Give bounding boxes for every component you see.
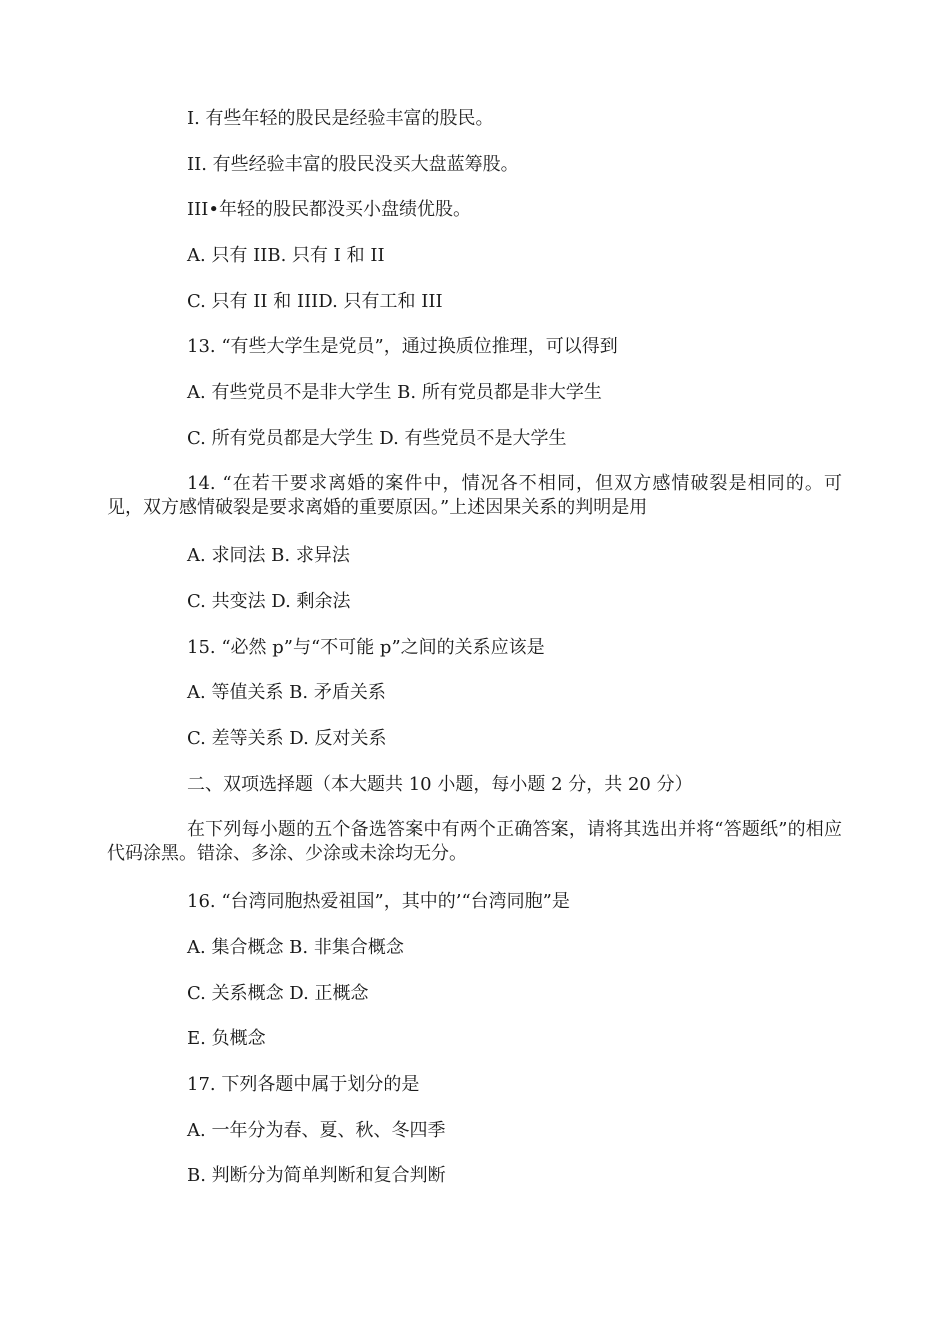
statement-ii: II. 有些经验丰富的股民没买大盘蓝筹股。 (187, 154, 519, 175)
question-16: 16. “台湾同胞热爱祖国”，其中的’“台湾同胞”是 (187, 891, 570, 912)
q14-options-cd: C. 共变法 D. 剩余法 (187, 591, 351, 612)
q12-options-cd: C. 只有 II 和 IIID. 只有工和 III (187, 291, 443, 312)
section-instructions: 在下列每小题的五个备选答案中有两个正确答案，请将其选出并将“答题纸”的相应代码涂黑。错涂、多涂、少涂或未涂均无分。 (107, 819, 842, 864)
q14-options-ab: A. 求同法 B. 求异法 (187, 545, 350, 566)
question-17: 17. 下列各题中属于划分的是 (187, 1074, 420, 1095)
q16-options-cd: C. 关系概念 D. 正概念 (187, 983, 369, 1004)
q17-option-b: B. 判断分为简单判断和复合判断 (187, 1165, 446, 1186)
q13-options-cd: C. 所有党员都是大学生 D. 有些党员不是大学生 (187, 428, 567, 449)
q17-option-a: A. 一年分为春、夏、秋、冬四季 (187, 1120, 446, 1141)
q15-options-ab: A. 等值关系 B. 矛盾关系 (187, 682, 386, 703)
statement-i: I. 有些年轻的股民是经验丰富的股民。 (187, 108, 494, 129)
q16-option-e: E. 负概念 (187, 1028, 266, 1049)
statement-iii: III•年轻的股民都没买小盘绩优股。 (187, 199, 471, 220)
q13-options-ab: A. 有些党员不是非大学生 B. 所有党员都是非大学生 (187, 382, 602, 403)
q16-options-ab: A. 集合概念 B. 非集合概念 (187, 937, 404, 958)
question-13: 13. “有些大学生是党员”，通过换质位推理，可以得到 (187, 336, 618, 357)
section-heading: 二、双项选择题（本大题共 10 小题，每小题 2 分，共 20 分） (187, 774, 693, 795)
q15-options-cd: C. 差等关系 D. 反对关系 (187, 728, 387, 749)
question-14: 14. “在若干要求离婚的案件中，情况各不相同，但双方感情破裂是相同的。可见，双方感情破裂是要求离婚的重要原因。”上述因果关系的判明是用 (107, 473, 842, 518)
q12-options-ab: A. 只有 IIB. 只有 I 和 II (187, 245, 385, 266)
question-15: 15. “必然 p”与“不可能 p”之间的关系应该是 (187, 637, 545, 658)
